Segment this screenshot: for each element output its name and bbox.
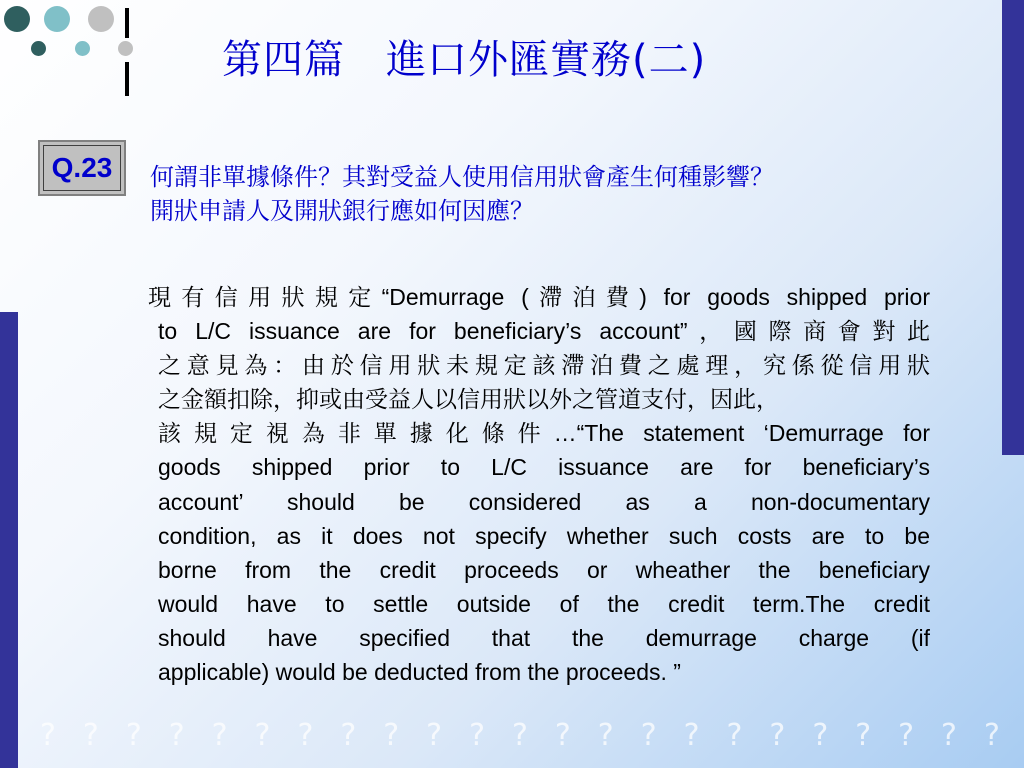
footer-mark: ? [297, 718, 314, 753]
footer-mark: ? [125, 718, 142, 753]
decorative-dot [4, 6, 30, 32]
decorative-dot [31, 41, 46, 56]
footer-mark: ? [469, 718, 485, 753]
footer-mark: ? [597, 718, 614, 753]
footer-mark: ? [511, 718, 528, 753]
footer-mark: ? [82, 718, 99, 753]
footer-mark: ? [683, 718, 700, 753]
question-line: 開狀申請人及開狀銀行應如何因應？ [150, 197, 534, 225]
answer-line: condition, as it does not specify whether such costs are to be [158, 522, 930, 549]
answer-line: account’ should be considered as a non-documentary [158, 488, 930, 515]
footer-mark: ? [855, 718, 872, 753]
footer-mark: ? [168, 718, 185, 753]
footer-mark: ? [340, 718, 357, 753]
footer-mark: ? [383, 718, 400, 753]
decorative-dot [118, 41, 133, 56]
decorative-dots [0, 0, 140, 100]
decorative-dot [88, 6, 114, 32]
footer-mark: ? [941, 718, 957, 753]
right-accent-bar [1002, 0, 1024, 455]
footer-placeholder-marks [40, 718, 1000, 753]
footer-mark: ? [812, 718, 829, 753]
slide-title: 第四篇 進口外匯實務(二) [222, 37, 707, 83]
footer-mark: ? [426, 718, 443, 753]
footer-mark: ? [898, 718, 915, 753]
footer-mark: ? [640, 718, 657, 753]
footer-mark: ? [254, 718, 271, 753]
decorative-dot [75, 41, 90, 56]
answer-line: should have specified that the demurrage charge (if [158, 624, 930, 651]
answer-line: borne from the credit proceeds or wheather the beneficiary [158, 556, 930, 583]
footer-mark: ? [769, 718, 786, 753]
footer-mark: ? [554, 718, 571, 753]
decorative-dot [44, 6, 70, 32]
question-text [150, 160, 1000, 228]
answer-line: 之意見為：由於信用狀未規定該滯泊費之處理，究係從信用狀 [158, 352, 930, 379]
left-accent-bar [0, 312, 18, 768]
footer-mark: ? [726, 718, 743, 753]
answer-line: would have to settle outside of the credit term.The credit [158, 590, 930, 617]
question-number-label: Q.23 [43, 145, 121, 191]
question-line: 何謂非單據條件？其對受益人使用信用狀會產生何種影響？ [150, 163, 774, 191]
title-divider-line [125, 8, 129, 38]
answer-text [148, 280, 930, 689]
answer-line: 之金額扣除，抑或由受益人以信用狀以外之管道支付，因此， [158, 386, 779, 413]
answer-line: applicable) would be deducted from the proceeds. ” [158, 659, 681, 686]
footer-mark: ? [211, 718, 228, 753]
answer-line: 該規定視為非單據化條件…“The statement ‘Demurrage for [158, 420, 930, 447]
answer-line: goods shipped prior to L/C issuance are for beneficiary’s [158, 454, 930, 481]
answer-line: to L/C issuance are for beneficiary’s account”，國際商會對此 [158, 318, 930, 345]
footer-mark: ? [40, 718, 56, 753]
question-number-box [38, 140, 126, 196]
title-divider-line [125, 62, 129, 96]
footer-mark: ? [983, 718, 1000, 753]
answer-line: 現有信用狀規定“Demurrage (滯泊費) for goods shipped prior [148, 284, 930, 310]
